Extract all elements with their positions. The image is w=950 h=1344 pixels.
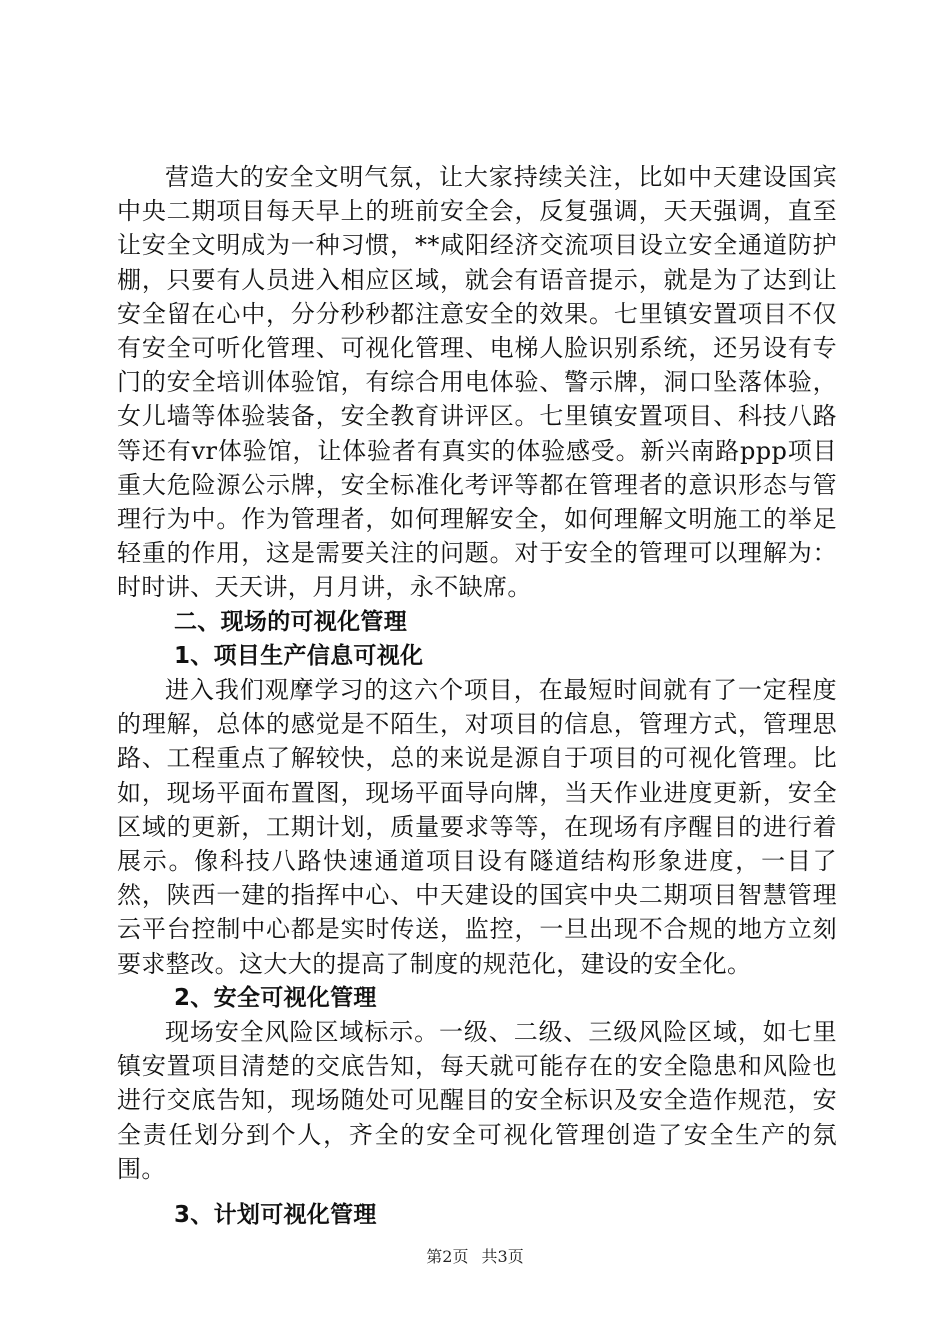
page-number: 第2页 [426, 1247, 469, 1266]
subheading-safety-visual: 2、安全可视化管理 [174, 984, 377, 1011]
page-total: 共3页 [481, 1247, 524, 1266]
paragraph-production-info: 进入我们观摩学习的这六个项目，在最短时间就有了一定程度的理解，总体的感觉是不陌生，对项目的信息，管理方式，管理思路、工程重点了解较快，总的来说是源自于项目的可视化管理。比如，现场平面布置图，现场平面导向牌，当天作业进度更新，安全区域的更新，工期计划，质量要求等等，在现场有序醒目的进行着展示。像科技八路快速通道项目设有隧道结构形象进度，一目了然，陕西一建的指挥中心、中天建设的国宾中央二期项目智慧管理云平台控制中心都是实时传送，监控，一旦出现不合规的地方立刻要求整改。这大大的提高了制度的规范化，建设的安全化。 [117, 676, 837, 978]
subheading-plan-visual: 3、计划可视化管理 [174, 1202, 377, 1229]
section-heading-visual-management: 二、现场的可视化管理 [174, 608, 407, 635]
paragraph-safety-culture: 营造大的安全文明气氛，让大家持续关注，比如中天建设国宾中央二期项目每天早上的班前安全会，反复强调，天天强调，直至让安全文明成为一种习惯，**咸阳经济交流项目设立安全通道防护棚，只要有人员进入相应区域，就会有语音提示，就是为了达到让安全留在心中，分分秒秒都注意安全的效果。七里镇安置项目不仅有安全可听化管理、可视化管理、电梯人脸识别系统，还另设有专门的安全培训体验馆，有综合用电体验、警示牌，洞口坠落体验，女儿墙等体验装备，安全教育讲评区。七里镇安置项目、科技八路等还有vr体验馆，让体验者有真实的体验感受。新兴南路ppp项目重大危险源公示牌，安全标准化考评等都在管理者的意识形态与管理行为中。作为管理者，如何理解安全，如何理解文明施工的举足轻重的作用，这是需要关注的问题。对于安全的管理可以理解为：时时讲、天天讲，月月讲，永不缺席。 [117, 163, 837, 602]
page-footer [0, 1244, 950, 1267]
paragraph-safety-visual: 现场安全风险区域标示。一级、二级、三级风险区域，如七里镇安置项目清楚的交底告知，每天就可能存在的安全隐患和风险也进行交底告知，现场随处可见醒目的安全标识及安全造作规范，安全责任划分到个人，齐全的安全可视化管理创造了安全生产的氛围。 [117, 1018, 837, 1183]
subheading-production-info: 1、项目生产信息可视化 [174, 642, 424, 669]
document-body [117, 160, 837, 1232]
